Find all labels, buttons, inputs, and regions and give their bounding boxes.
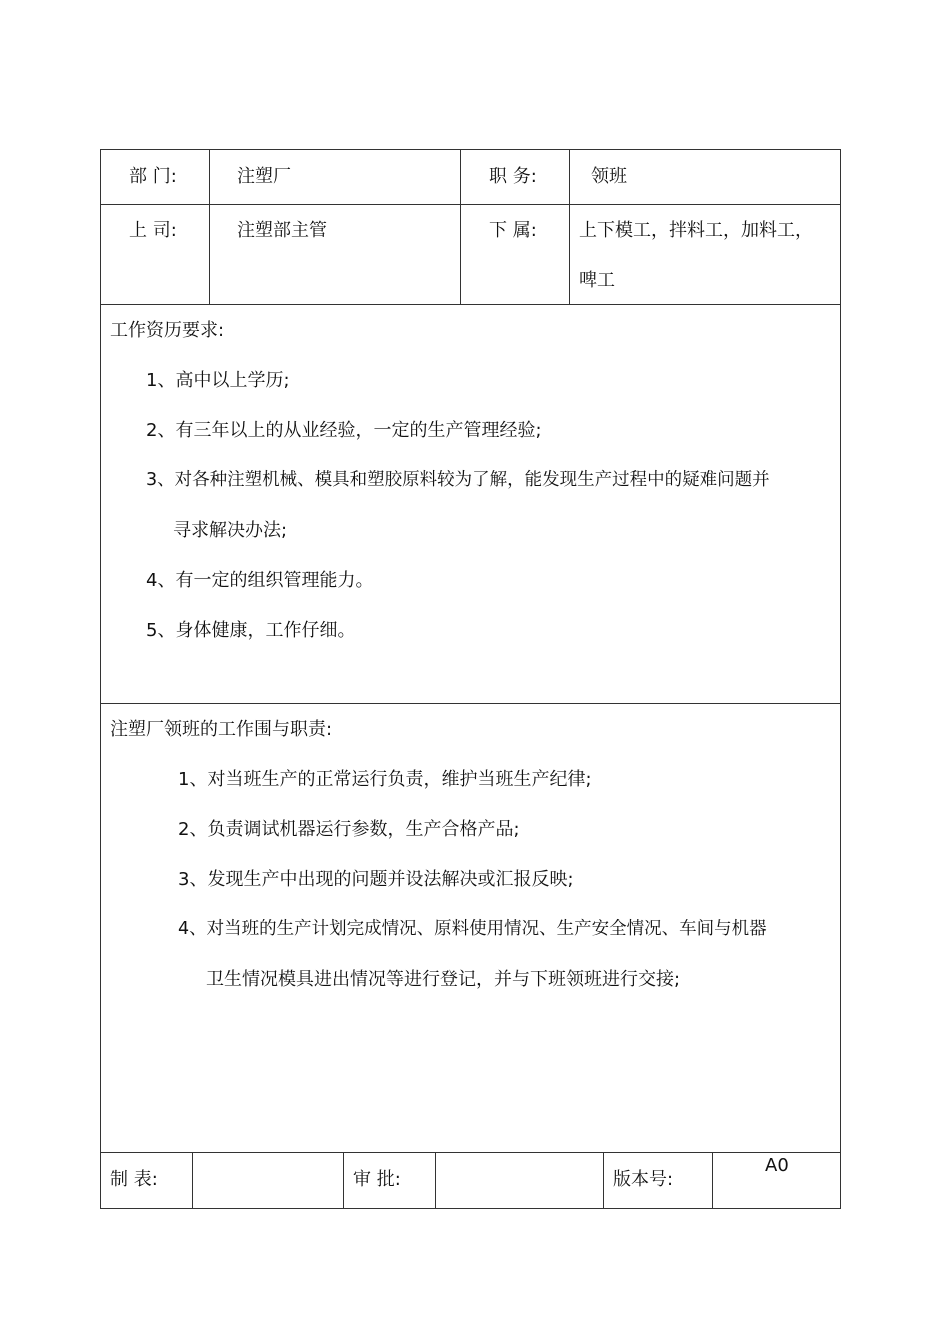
- requirement-item-continued: 寻求解决办法;: [173, 520, 288, 541]
- row-divider: [101, 304, 840, 305]
- approved-by-label: 审 批:: [353, 1169, 401, 1190]
- subordinate-label: 下 属:: [489, 220, 537, 241]
- superior-value: 注塑部主管: [237, 220, 327, 241]
- requirements-title: 工作资历要求:: [110, 320, 225, 341]
- column-divider: [569, 150, 570, 304]
- requirement-item: 1、高中以上学历;: [146, 370, 290, 391]
- position-label: 职 务:: [489, 166, 537, 187]
- position-value: 领班: [591, 166, 627, 187]
- superior-label: 上 司:: [129, 220, 177, 241]
- row-divider: [101, 703, 840, 704]
- duty-item: 3、发现生产中出现的问题并设法解决或汇报反映;: [178, 869, 574, 890]
- column-divider: [712, 1152, 713, 1208]
- requirement-item: 2、有三年以上的从业经验，一定的生产管理经验;: [146, 420, 542, 441]
- column-divider: [343, 1152, 344, 1208]
- column-divider: [192, 1152, 193, 1208]
- duty-item: 4、对当班的生产计划完成情况、原料使用情况、生产安全情况、车间与机器: [178, 919, 767, 939]
- requirement-item: 4、有一定的组织管理能力。: [146, 570, 374, 591]
- row-divider: [101, 204, 840, 205]
- column-divider: [435, 1152, 436, 1208]
- version-label: 版本号:: [613, 1169, 674, 1190]
- column-divider: [460, 150, 461, 304]
- subordinate-value-line2: 啤工: [579, 270, 615, 291]
- duties-title: 注塑厂领班的工作围与职责:: [110, 719, 333, 740]
- duty-item: 1、对当班生产的正常运行负责，维护当班生产纪律;: [178, 769, 592, 790]
- department-value: 注塑厂: [237, 166, 291, 187]
- column-divider: [603, 1152, 604, 1208]
- requirement-item: 5、身体健康，工作仔细。: [146, 620, 356, 641]
- duty-item: 2、负责调试机器运行参数，生产合格产品;: [178, 819, 520, 840]
- prepared-by-label: 制 表:: [110, 1169, 158, 1190]
- version-value: A0: [765, 1155, 789, 1176]
- requirement-item: 3、对各种注塑机械、模具和塑胶原料较为了解，能发现生产过程中的疑难问题并: [146, 470, 770, 490]
- row-divider: [101, 1152, 840, 1153]
- duty-item-continued: 卫生情况模具进出情况等进行登记，并与下班领班进行交接;: [206, 969, 681, 990]
- job-description-table: [100, 149, 841, 1209]
- department-label: 部 门:: [129, 166, 177, 187]
- column-divider: [209, 150, 210, 304]
- subordinate-value-line1: 上下模工，拌料工，加料工，: [579, 220, 813, 241]
